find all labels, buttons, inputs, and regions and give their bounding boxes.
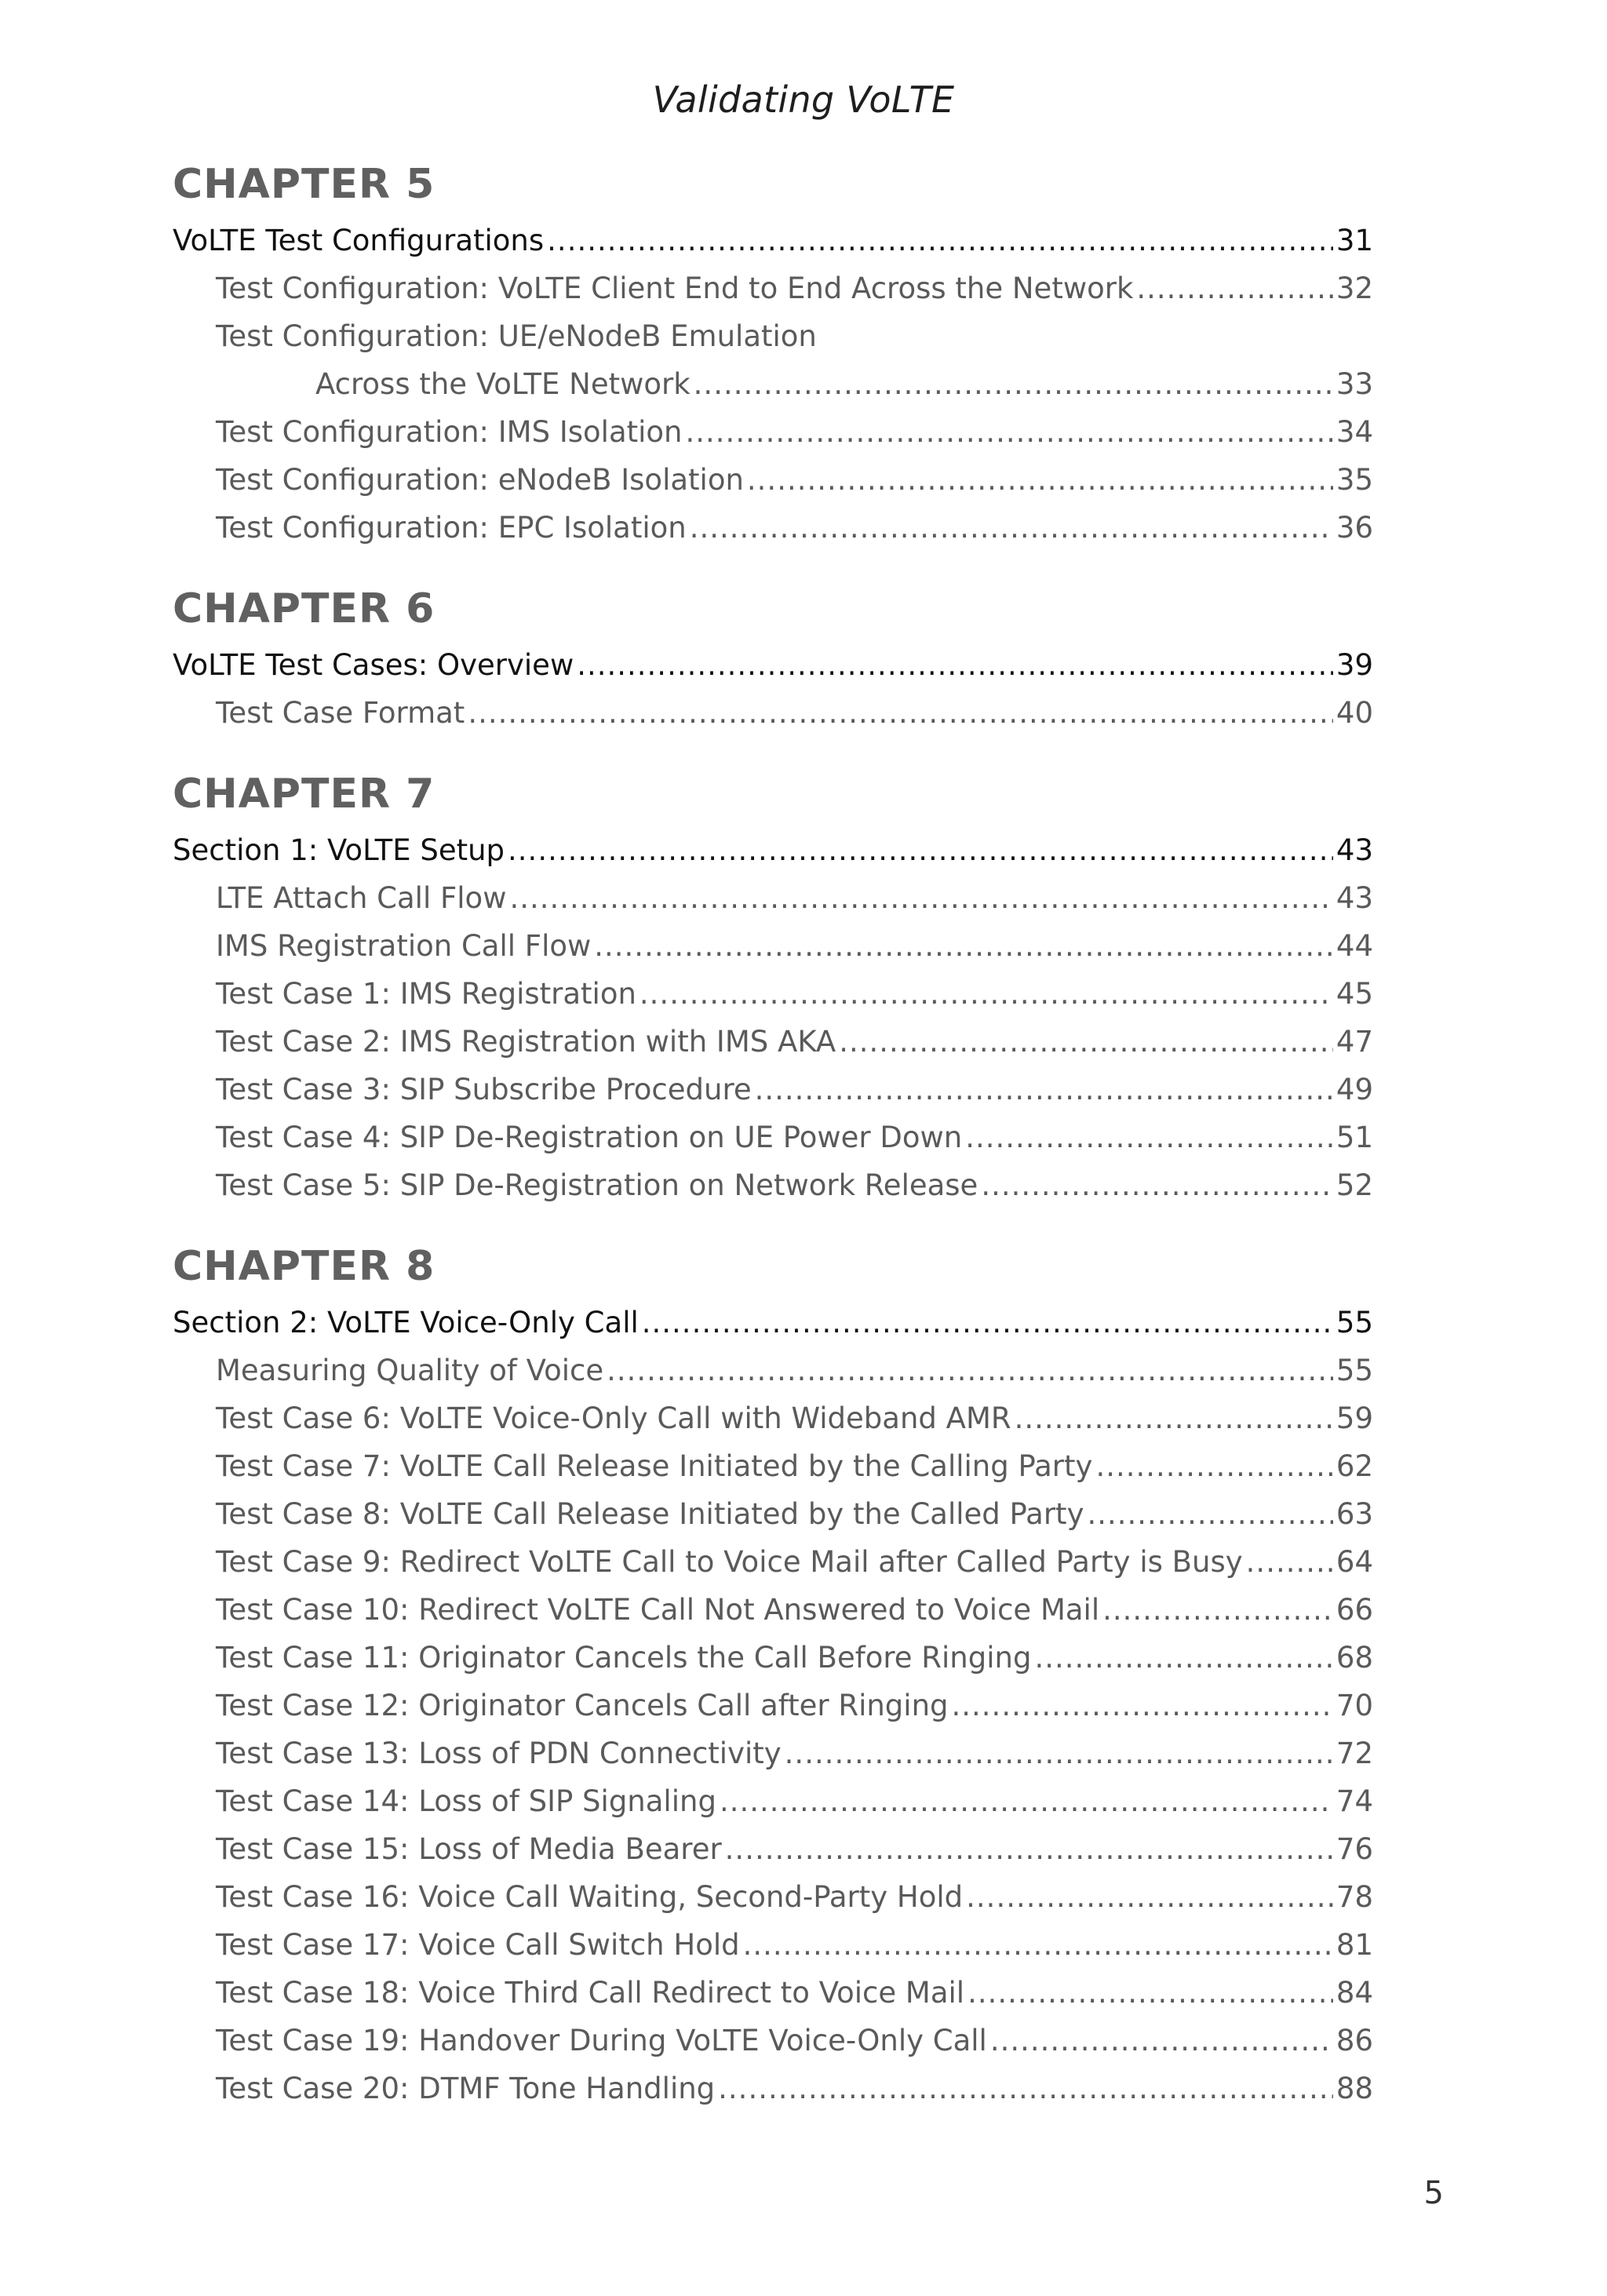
dot-leader	[607, 1347, 1333, 1394]
toc-entry-page: 52	[1336, 1168, 1373, 1202]
toc-entry-page: 64	[1336, 1545, 1373, 1579]
toc-entry-page: 31	[1336, 224, 1373, 257]
toc-entry-page: 44	[1336, 929, 1373, 963]
dot-leader	[1136, 264, 1333, 312]
toc-entry-title: Test Case 9: Redirect VoLTE Call to Voice Mail after Called Party is Busy	[216, 1545, 1243, 1579]
toc-entry-page: 43	[1336, 881, 1373, 915]
toc-entry[interactable]	[173, 1347, 1373, 1394]
toc-entry-page: 40	[1336, 696, 1373, 730]
toc-section-entry[interactable]	[173, 641, 1373, 689]
toc-entry-title: VoLTE Test Cases: Overview	[173, 648, 574, 682]
toc-section-entry[interactable]	[173, 1299, 1373, 1347]
toc-entry[interactable]	[173, 1777, 1373, 1825]
chapter-section	[173, 157, 1373, 552]
dot-leader	[642, 1299, 1333, 1347]
dot-leader	[1087, 1490, 1332, 1538]
toc-entry-page: 45	[1336, 977, 1373, 1011]
toc-entry-page: 55	[1336, 1354, 1373, 1387]
toc-entry-page: 74	[1336, 1784, 1373, 1818]
dot-leader	[966, 1873, 1333, 1921]
toc-entry[interactable]	[173, 1729, 1373, 1777]
toc-entry[interactable]	[173, 456, 1373, 504]
toc-entry[interactable]	[173, 1682, 1373, 1729]
toc-entry-title: Test Configuration: eNodeB Isolation	[216, 463, 744, 497]
toc-entry-page: 33	[1336, 367, 1373, 401]
dot-leader	[468, 689, 1333, 737]
toc-entry-title: Test Configuration: EPC Isolation	[216, 511, 687, 545]
toc-entry-page: 78	[1336, 1880, 1373, 1914]
toc-entry-title: Measuring Quality of Voice	[216, 1354, 604, 1387]
toc-entry-title: Test Case 19: Handover During VoLTE Voice-Only Call	[216, 2024, 987, 2057]
dot-leader	[1034, 1634, 1332, 1682]
chapter-heading: CHAPTER 7	[173, 771, 435, 818]
toc-entry[interactable]	[173, 1634, 1373, 1682]
dot-leader	[1246, 1538, 1333, 1586]
toc-entry[interactable]	[173, 1873, 1373, 1921]
dot-leader	[594, 922, 1333, 970]
toc-entry-title: Test Case 2: IMS Registration with IMS AKA	[216, 1025, 836, 1059]
dot-leader	[686, 408, 1333, 456]
toc-entry-title: Test Case 3: SIP Subscribe Procedure	[216, 1073, 752, 1106]
dot-leader	[952, 1682, 1333, 1729]
toc-entry-page: 81	[1336, 1928, 1373, 1962]
toc-entry[interactable]	[173, 1825, 1373, 1873]
dot-leader	[690, 504, 1333, 552]
toc-entry[interactable]	[173, 689, 1373, 737]
toc-entry-title: Test Case 17: Voice Call Switch Hold	[216, 1928, 740, 1962]
toc-entry-title: Test Case 18: Voice Third Call Redirect to Voice Mail	[216, 1976, 965, 2010]
toc-entry[interactable]	[173, 1490, 1373, 1538]
dot-leader	[1015, 1394, 1333, 1442]
running-header: Validating VoLTE	[652, 78, 955, 121]
chapter-heading: CHAPTER 8	[173, 1243, 435, 1290]
toc-entry-page: 36	[1336, 511, 1373, 545]
dot-leader	[577, 641, 1333, 689]
toc-entry-page: 59	[1336, 1401, 1373, 1435]
chapter-section	[173, 1239, 1373, 2112]
toc-entry-page: 84	[1336, 1976, 1373, 2010]
dot-leader	[725, 1825, 1333, 1873]
toc-entry-title: IMS Registration Call Flow	[216, 929, 592, 963]
dot-leader	[509, 874, 1332, 922]
toc-entry-title: Test Configuration: VoLTE Client End to End Across the Network	[216, 272, 1134, 305]
toc-entry[interactable]	[173, 1394, 1373, 1442]
toc-entry[interactable]	[173, 970, 1373, 1018]
chapter-section	[173, 581, 1373, 737]
toc-entry-title: Test Configuration: UE/eNodeB Emulation	[216, 319, 817, 353]
toc-entry-title: Across the VoLTE Network	[315, 367, 691, 401]
toc-entry-page: 43	[1336, 833, 1373, 867]
dot-leader	[547, 217, 1333, 264]
dot-leader	[640, 970, 1333, 1018]
toc-entry[interactable]	[173, 1018, 1373, 1066]
toc-entry-page: 68	[1336, 1641, 1373, 1675]
toc-entry-title: LTE Attach Call Flow	[216, 881, 507, 915]
chapter-heading: CHAPTER 6	[173, 585, 435, 632]
toc-entry-title: Test Case 8: VoLTE Call Release Initiated by the Called Party	[216, 1497, 1084, 1531]
toc-entry-page: 34	[1336, 415, 1373, 449]
toc-entry-page: 32	[1336, 272, 1373, 305]
toc-entry-page: 63	[1336, 1497, 1373, 1531]
toc-entry-title: Test Case Format	[216, 696, 465, 730]
chapter-section	[173, 767, 1373, 1209]
dot-leader	[839, 1018, 1333, 1066]
toc-entry-title: Test Case 12: Originator Cancels Call after Ringing	[216, 1689, 949, 1722]
toc-entry-title: Test Case 5: SIP De-Registration on Network Release	[216, 1168, 978, 1202]
toc-entry[interactable]	[173, 2065, 1373, 2112]
toc-entry-page: 35	[1336, 463, 1373, 497]
toc-entry-title: Test Case 11: Originator Cancels the Call Before Ringing	[216, 1641, 1032, 1675]
toc-entry[interactable]	[173, 1442, 1373, 1490]
toc-entry[interactable]	[173, 1066, 1373, 1113]
toc-entry-title: Test Case 4: SIP De-Registration on UE Power Down	[216, 1121, 963, 1154]
toc-entry-page: 76	[1336, 1832, 1373, 1866]
dot-leader	[747, 456, 1333, 504]
toc-entry-title: Test Case 10: Redirect VoLTE Call Not Answered to Voice Mail	[216, 1593, 1100, 1627]
toc-entry-page: 51	[1336, 1121, 1373, 1154]
toc-entry[interactable]	[173, 1113, 1373, 1161]
toc-entry-title: Section 1: VoLTE Setup	[173, 833, 505, 867]
dot-leader	[508, 826, 1333, 874]
toc-entry[interactable]	[173, 874, 1373, 922]
toc-entry[interactable]	[173, 922, 1373, 970]
toc-entry[interactable]	[173, 1969, 1373, 2017]
toc-entry[interactable]	[173, 1538, 1373, 1586]
toc-entry[interactable]	[173, 264, 1373, 312]
dot-leader	[967, 1969, 1333, 2017]
page-number: 5	[1423, 2175, 1444, 2211]
toc-entry-title: Test Case 13: Loss of PDN Connectivity	[216, 1737, 782, 1770]
toc-entry-title: VoLTE Test Configurations	[173, 224, 545, 257]
dot-leader	[1102, 1586, 1333, 1634]
toc-entry-page: 66	[1336, 1593, 1373, 1627]
toc-entry[interactable]	[173, 1586, 1373, 1634]
dot-leader	[755, 1066, 1333, 1113]
toc-entry-title: Test Case 1: IMS Registration	[216, 977, 636, 1011]
dot-leader	[694, 360, 1333, 408]
toc-entry-page: 49	[1336, 1073, 1373, 1106]
toc-entry-title: Test Case 7: VoLTE Call Release Initiated by the Calling Party	[216, 1449, 1093, 1483]
toc-entry-title: Section 2: VoLTE Voice-Only Call	[173, 1306, 639, 1339]
toc-entry-title: Test Case 20: DTMF Tone Handling	[216, 2072, 716, 2105]
dot-leader	[965, 1113, 1333, 1161]
toc-entry-title: Test Case 14: Loss of SIP Signaling	[216, 1784, 716, 1818]
toc-entry-page: 88	[1336, 2072, 1373, 2105]
dot-leader	[990, 2017, 1333, 2065]
table-of-contents	[173, 157, 1373, 2142]
dot-leader	[743, 1921, 1333, 1969]
toc-entry[interactable]	[173, 312, 1373, 360]
toc-entry[interactable]	[173, 1921, 1373, 1969]
toc-section-entry[interactable]	[173, 826, 1373, 874]
dot-leader	[785, 1729, 1333, 1777]
toc-entry[interactable]	[173, 408, 1373, 456]
toc-entry-page: 86	[1336, 2024, 1373, 2057]
toc-entry-page: 47	[1336, 1025, 1373, 1059]
dot-leader	[718, 2065, 1333, 2112]
toc-entry-page: 70	[1336, 1689, 1373, 1722]
toc-entry-title: Test Case 16: Voice Call Waiting, Second-Party Hold	[216, 1880, 964, 1914]
toc-entry[interactable]	[173, 360, 1373, 408]
toc-section-entry[interactable]	[173, 217, 1373, 264]
toc-entry-page: 55	[1336, 1306, 1373, 1339]
toc-entry-page: 72	[1336, 1737, 1373, 1770]
toc-entry-page: 39	[1336, 648, 1373, 682]
dot-leader	[981, 1161, 1333, 1209]
toc-entry[interactable]	[173, 1161, 1373, 1209]
chapter-heading: CHAPTER 5	[173, 161, 435, 208]
toc-entry-title: Test Case 6: VoLTE Voice-Only Call with Wideband AMR	[216, 1401, 1011, 1435]
dot-leader	[1095, 1442, 1332, 1490]
toc-entry-title: Test Case 15: Loss of Media Bearer	[216, 1832, 722, 1866]
dot-leader	[720, 1777, 1333, 1825]
toc-entry-title: Test Configuration: IMS Isolation	[216, 415, 683, 449]
toc-entry-page: 62	[1336, 1449, 1373, 1483]
toc-entry[interactable]	[173, 504, 1373, 552]
toc-entry[interactable]	[173, 2017, 1373, 2065]
